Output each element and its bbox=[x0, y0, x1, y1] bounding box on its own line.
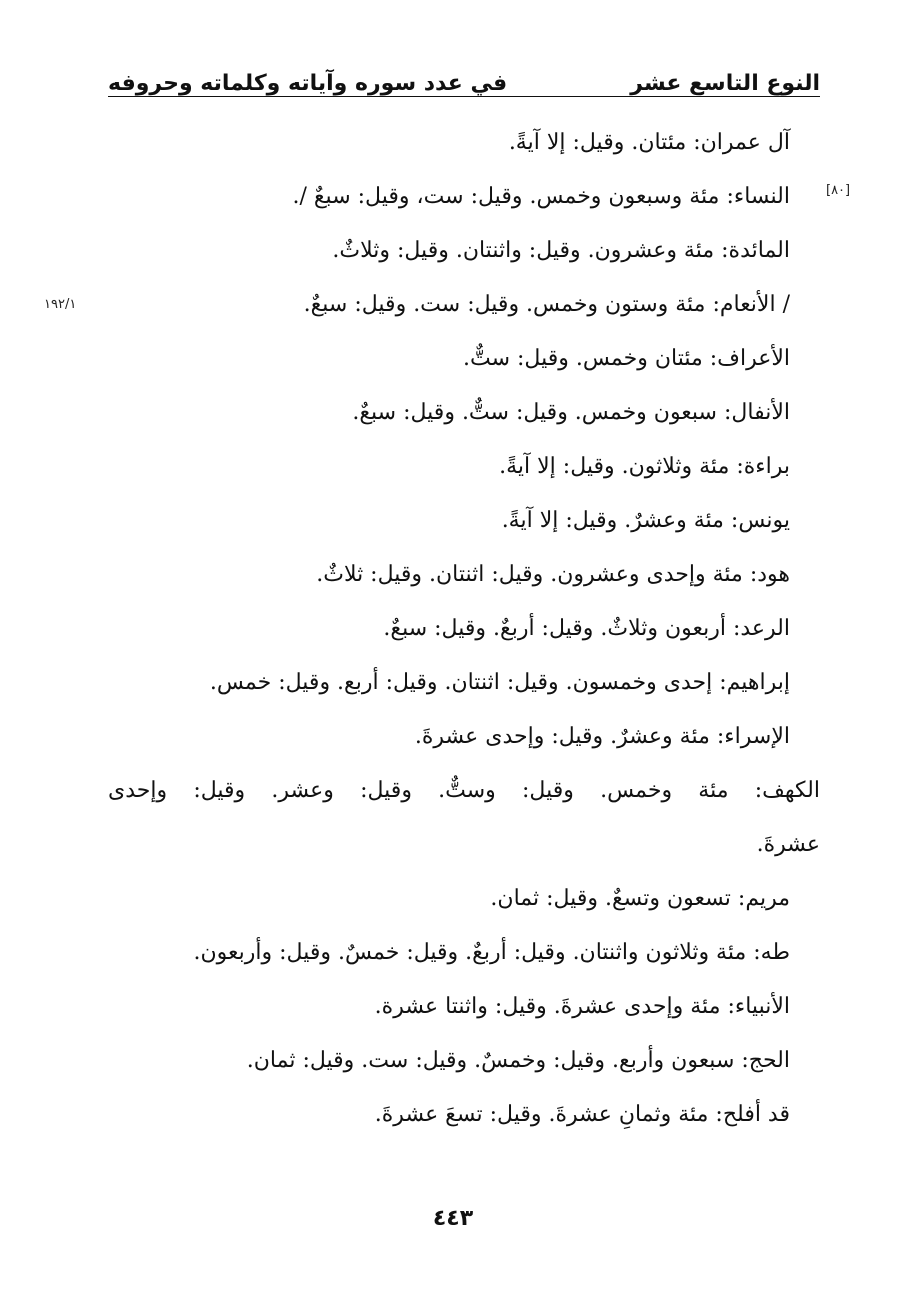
text-line: قد أفلح: مئة وثمانِ عشرةَ. وقيل: تسعَ عشرةَ. bbox=[374, 1102, 790, 1127]
text-line: النساء: مئة وسبعون وخمس. وقيل: ست، وقيل: سبعٌ /. bbox=[292, 184, 790, 209]
text-line: إبراهيم: إحدى وخمسون. وقيل: اثنتان. وقيل: أربع. وقيل: خمس. bbox=[209, 670, 790, 695]
text-line: الأنفال: سبعون وخمس. وقيل: ستٌّ. وقيل: سبعٌ. bbox=[352, 400, 790, 425]
text-line: الإسراء: مئة وعشرٌ. وقيل: وإحدى عشرةَ. bbox=[414, 724, 790, 749]
text-line: آل عمران: مئتان. وقيل: إلا آيةً. bbox=[508, 130, 790, 155]
text-line: الحج: سبعون وأربع. وقيل: وخمسٌ. وقيل: ست. وقيل: ثمان. bbox=[246, 1048, 790, 1073]
text-line: براءة: مئة وثلاثون. وقيل: إلا آيةً. bbox=[499, 454, 790, 479]
running-header bbox=[108, 52, 820, 96]
text-line: الكهف: مئة وخمس. وقيل: وستٌّ. وقيل: وعشر. وقيل: وإحدى bbox=[108, 778, 820, 803]
header-chapter-title: النوع التاسع عشر bbox=[630, 71, 820, 96]
text-line: مريم: تسعون وتسعٌ. وقيل: ثمان. bbox=[490, 886, 790, 911]
text-line: الأعراف: مئتان وخمس. وقيل: ستٌّ. bbox=[462, 346, 790, 371]
header-divider bbox=[108, 96, 820, 97]
text-line: الرعد: أربعون وثلاثٌ. وقيل: أربعٌ. وقيل: سبعٌ. bbox=[383, 616, 790, 641]
text-line: طه: مئة وثلاثون واثنتان. وقيل: أربعٌ. وقيل: خمسٌ. وقيل: وأربعون. bbox=[193, 940, 790, 965]
text-line: هود: مئة وإحدى وعشرون. وقيل: اثنتان. وقيل: ثلاثٌ. bbox=[316, 562, 790, 587]
text-line: / الأنعام: مئة وستون وخمس. وقيل: ست. وقيل: سبعٌ. bbox=[303, 292, 790, 317]
text-line: الأنبياء: مئة وإحدى عشرةَ. وقيل: واثنتا عشرة. bbox=[374, 994, 790, 1019]
text-line: المائدة: مئة وعشرون. وقيل: واثنتان. وقيل: وثلاثٌ. bbox=[332, 238, 790, 263]
text-line: يونس: مئة وعشرٌ. وقيل: إلا آيةً. bbox=[501, 508, 790, 533]
manuscript-folio-marker: [٨٠] bbox=[826, 183, 851, 198]
text-line: عشرةَ. bbox=[756, 832, 820, 857]
header-section-title: في عدد سوره وآياته وكلماته وحروفه bbox=[108, 71, 508, 96]
page-number: ٤٤٣ bbox=[432, 1206, 474, 1231]
edition-page-marker: ١٩٢/١ bbox=[44, 297, 77, 312]
